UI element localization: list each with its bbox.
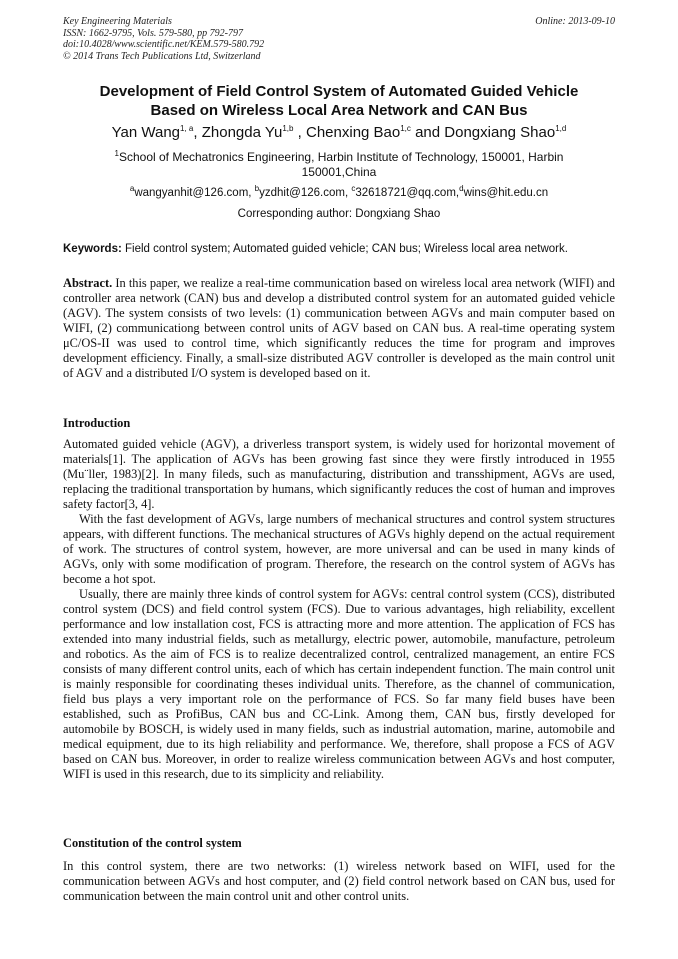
abstract bbox=[63, 276, 615, 381]
author-name: Chenxing Bao bbox=[306, 124, 401, 141]
title-line-2: Based on Wireless Local Area Network and CAN Bus bbox=[150, 102, 528, 119]
author-list bbox=[40, 123, 638, 143]
intro-paragraph-1: Automated guided vehicle (AGV), a driverless transport system, is widely used for horizontal movement of materials[1]. The application of AGVs has been growing fast since they were firstly introduced in 1955 (Mu¨ller, 1983)[2]. In many fileds, such as manufacturing, distribution and transshipment, AGVs are used, replacing the traditional transportation by humans, which significantly reduces the cost of human and improves safety factor[3, 4]. bbox=[63, 437, 615, 511]
author-superscript: 1, a bbox=[180, 124, 194, 133]
journal-name: Key Engineering Materials bbox=[63, 16, 172, 27]
keywords bbox=[63, 242, 623, 257]
email-superscript: b bbox=[254, 184, 260, 194]
author-4 bbox=[444, 124, 566, 141]
affiliation-text-2: 150001,China bbox=[301, 165, 377, 179]
online-date: Online: 2013-09-10 bbox=[535, 16, 615, 27]
author-superscript: 1,b bbox=[282, 124, 294, 133]
corresponding-author: Corresponding author: Dongxiang Shao bbox=[237, 208, 441, 220]
author-name: Zhongda Yu bbox=[201, 124, 283, 141]
author-superscript: 1,d bbox=[555, 124, 567, 133]
email-superscript: c bbox=[351, 184, 356, 194]
constitution-heading: Constitution of the control system bbox=[63, 836, 242, 850]
email-3 bbox=[351, 184, 460, 199]
affiliation-line-1 bbox=[90, 150, 588, 165]
affiliation-text-1: School of Mechatronics Engineering, Harbin Institute of Technology, 150001, Harbin bbox=[118, 150, 564, 164]
doi-line: doi:10.4028/www.scientific.net/KEM.579-580.792 bbox=[63, 39, 265, 50]
title-line-1: Development of Field Control System of Automated Guided Vehicle bbox=[99, 83, 579, 100]
abstract-text: In this paper, we realize a real-time communication based on wireless local area network (WIFI) and controller area network (CAN) bus and develop a distributed control system for an automated guided vehicle (AGV). The system consists of two levels: (1) communication between AGVs and main computer based on WIFI, (2) communicationg between control units of AGV based on CAN bus. A real-time operating system μC/OS-II was used to control time, which significantly reduces the time for program and improves development efficiency. Finally, a small-size distributed AGV controller is developed as the main control unit of AGV and a distributed I/O system is developed based on it. bbox=[63, 276, 615, 380]
author-superscript: 1,c bbox=[400, 124, 411, 133]
email-2 bbox=[254, 184, 352, 199]
email-4 bbox=[459, 184, 549, 199]
intro-paragraph-3: Usually, there are mainly three kinds of control system for AGVs: central control system (CCS), distributed control system (DCS) and field control system (FCS). Due to various advantages, high reliability, excellent performance and low installation cost, FCS is attracting more and more attention. The application of FCS has extended into many industrial fields, such as metallurgy, electric power, automobile, manufacture, petroleum and robotics. As the aim of FCS is to realize decentralized control, centralized management, an entire FCS consists of many different control units, each of which has certain independent function. The main control unit is mainly responsible for coordinating theses individual units. Therefore, as the channel of communication, field bus plays a very important role on the performance of FCS. So far many field buses have been established, such as ProfiBus, CAN bus and CC-Link. Among them, CAN bus, firstly developed for automobile by BOSCH, is widely used in many fields, such as industrial automation, marine, automobile and medical equipment, due to its high reliability and performance. We, therefore, shall propose a FCS of AGV based on CAN bus. Moreover, in order to realize wireless communication between AGVs and host computer, WIFI is used in this research, due to its simplicity and reliability. bbox=[63, 587, 615, 781]
keywords-text: Field control system; Automated guided vehicle; CAN bus; Wireless local area network. bbox=[121, 243, 568, 255]
issn-line: ISSN: 1662-9795, Vols. 579-580, pp 792-797 bbox=[63, 27, 243, 39]
email-address: wins@hit.edu.cn bbox=[463, 187, 549, 199]
email-superscript: a bbox=[129, 184, 135, 194]
abstract-paragraph bbox=[63, 276, 615, 381]
author-3 bbox=[306, 124, 444, 141]
email-address: yzdhit@126.com bbox=[259, 187, 345, 199]
author-separator: and bbox=[410, 124, 445, 141]
email-separator: , bbox=[455, 187, 460, 199]
journal-header bbox=[63, 16, 615, 62]
author-1 bbox=[112, 124, 202, 141]
affiliation bbox=[90, 150, 588, 180]
copyright-line: © 2014 Trans Tech Publications Ltd, Switzerland bbox=[63, 50, 261, 62]
introduction-heading: Introduction bbox=[63, 416, 131, 430]
author-separator: , bbox=[293, 124, 306, 141]
intro-paragraph-2: With the fast development of AGVs, large numbers of mechanical structures and control system structures appears, with different functions. The mechanical structures of AGVs highly depend on the actual requirement of work. The structures of control system, however, are more universal and can be used in many kinds of AGVs, only with some modification of program. Therefore, the research on the control system of AGVs has become a hot spot. bbox=[63, 512, 615, 586]
email-separator: , bbox=[344, 187, 352, 199]
author-2 bbox=[202, 124, 306, 141]
author-separator: , bbox=[193, 124, 202, 141]
author-name: Dongxiang Shao bbox=[444, 124, 556, 141]
email-list bbox=[40, 186, 638, 201]
email-address: wangyanhit@126.com bbox=[134, 187, 249, 199]
affiliation-superscript: 1 bbox=[114, 149, 119, 158]
constitution-section bbox=[63, 859, 615, 904]
email-address: 32618721@qq.com bbox=[355, 187, 456, 199]
author-name: Yan Wang bbox=[111, 124, 181, 141]
keywords-label: Keywords: bbox=[63, 243, 122, 255]
constitution-paragraph: In this control system, there are two networks: (1) wireless network based on WIFI, used for the communication between AGVs and host computer, and (2) field control network based on CAN bus, used for communication between the main control unit and other control units. bbox=[63, 859, 615, 903]
email-1 bbox=[129, 184, 255, 199]
introduction-section bbox=[63, 437, 615, 782]
paper-title bbox=[40, 82, 638, 120]
email-superscript: d bbox=[459, 184, 464, 194]
abstract-label: Abstract. bbox=[63, 276, 113, 290]
email-separator: , bbox=[248, 187, 255, 199]
